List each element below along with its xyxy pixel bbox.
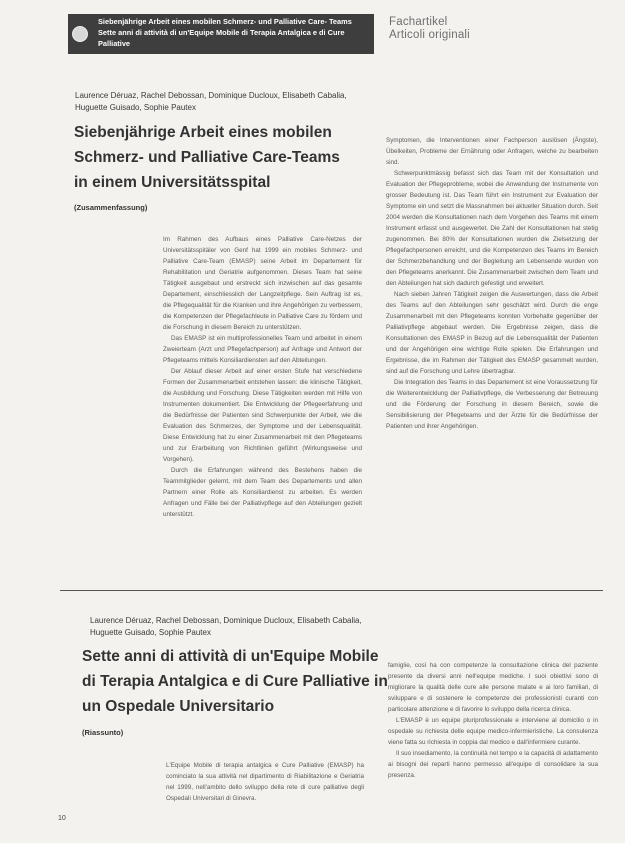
running-header-text: [98, 16, 368, 49]
paragraph: L'Equipe Mobile di terapia antalgica e Cure Palliative (EMASP) ha cominciato la sua attività nel dipartimento di Riabilitazione e Geriatria nel 1999, nell'ambito dello sviluppo della rete di cure palliative degli Ospedali Universitari di Ginevra.: [166, 762, 364, 802]
section-label-it: Articoli originali: [389, 29, 470, 41]
paragraph: Durch die Erfahrungen während des Bestehens haben die Teammitglieder gelernt, mit dem Team des Departements und allen Partnern einer Rolle als Konsiliardienst zu arbeiten. Es werden Anfragen und Fälle bei der Palliativpflege auf den Abteilungen gezielt unterstützt.: [163, 467, 362, 518]
running-header-line: Siebenjährige Arbeit eines mobilen Schmerz- und Palliative Care- Teams: [98, 17, 352, 26]
title-line: Sette anni di attività di un'Equipe Mobile: [82, 648, 379, 665]
paragraph: Nach sieben Jahren Tätigkeit zeigen die Auswertungen, dass die Arbeit des Teams auf den Abteilungen sehr geschätzt wird. Durch die enge Zusammenarbeit mit den Pflegeteams konnten Vorbehalte gegenüber der Palliativpflege abgebaut werden. Die Ergebnisse zeigen, dass die Konsultationen des EMASP in Bezug auf die Lebensqualität der Patienten und der Angehörigen eine wichtige Rolle spielen. Die Erfahrungen und Ergebnisse, die im Rahmen der Tätigkeit des EMASP gesammelt wurden, sind auf die Forschung und Lehre übertragbar.: [386, 291, 598, 375]
paragraph: famiglie, così ha con competenze la consultazione clinica del paziente presente da diversi anni nell'equipe mediche. I suoi obiettivi sono di migliorare la qualità delle cure alle persone malate e ai loro familiari, di sviluppare e di sostenere le competenze dei professionisti curanti con particolare attenzione e di favorire lo sviluppo della ricerca clinica.: [388, 662, 598, 713]
german-column-1: [163, 234, 362, 574]
italian-abstract-label: (Riassunto): [82, 728, 124, 737]
author-line: Laurence Déruaz, Rachel Debossan, Dominique Ducloux, Elisabeth Cabalia,: [75, 91, 347, 100]
german-authors: [75, 90, 375, 114]
section-label-de: Fachartikel: [389, 16, 448, 28]
title-line: un Ospedale Universitario: [82, 698, 275, 715]
paragraph: Schwerpunktmässig befasst sich das Team mit der Konsultation und Evaluation der Pflegeprobleme, wobei die Anwendung der Instrumente von grosser Bedeutung ist. Das Team führt ein Instrument zur Evaluation der Symptome ein und setzt die Massnahmen bei aktueller Situation durch. Seit 2004 werden die Konsultationen nach dem Vorgehen des Teams mit einem Instrument erfasst und ausgewertet. Die Zahl der Konsultationen hat stetig zugenommen. Bei 80% der Konsultationen wurden die Zielsetzung der Pflegefachpersonen erreicht, und die Kompetenzen des Teams im Bereich der Schmerzbehandlung und der Begleitung am Lebensende wurden von den Pflegeteams anerkannt. Die Zusammenarbeit zwischen dem Team und den Abteilungen hat sich dadurch gefestigt und erweitert.: [386, 170, 598, 287]
section-label: [389, 16, 559, 42]
article-divider: [60, 590, 603, 591]
german-title: [74, 120, 374, 195]
italian-column-2: [388, 660, 598, 838]
running-header: [68, 14, 374, 54]
german-abstract-label: (Zusammenfassung): [74, 203, 148, 212]
paragraph: Symptomen, die Interventionen einer Fachperson auslösen (Ängste), Übelkeiten, Probleme der Ernährung oder Anfragen, welche zu bearbeiten sind.: [386, 137, 598, 166]
page-number: 10: [58, 815, 66, 822]
german-column-2: [386, 135, 598, 575]
running-header-line: Palliative: [98, 39, 131, 48]
header-bullet-icon: [72, 26, 88, 42]
paragraph: L'EMASP è un equipe pluriprofessionale e interviene al domicilio o in ospedale su richiesta delle equipe medico-infermieristiche. La consulenza viene fatta su richiesta in coppia dal medico e dall'infermiere curante.: [388, 717, 598, 746]
paragraph: Der Ablauf dieser Arbeit auf einer ersten Stufe hat verschiedene Formen der Zusammenarbeit entstehen lassen: die klinische Tätigkeit, die Ausbildung und Forschung. Diese Tätigkeiten werden mit Hilfe von Instrumenten dokumentiert. Die Entwicklung der Pflegeerfahrung und die Bedürfnisse der Patienten sind Schwerpunkte der Arbeit, wie die Evaluation des Schmerzes, der Symptome und der Lebensqualität. Diese Entwicklung hat zu einer Zusammenarbeit mit den Pflegeteams und zur Erarbeitung von Richtlinien geführt (Wirkungsweise und Vorgehen).: [163, 368, 362, 463]
paragraph: Das EMASP ist ein multiprofessionelles Team und arbeitet in einem Zweierteam (Arzt und Pflegefachperson) auf Anfrage und Antwort der Pflegeteams mittels Konsiliardiensten auf den Abteilungen.: [163, 335, 362, 364]
author-line: Laurence Déruaz, Rachel Debossan, Dominique Ducloux, Elisabeth Cabalia,: [90, 616, 362, 625]
paragraph: Im Rahmen des Aufbaus eines Palliative Care-Netzes der Universitätsspitäler von Genf hat 1999 ein mobiles Schmerz- und Palliative Care-Team (EMASP) seine Arbeit im Departement für Rehabilitation und Geriatrie aufgenommen. Dieses Team hat seine Tätigkeit ausgebaut und erstreckt sich inzwischen auf das gesamte Departement, einschliesslich der Langzeitpflege. Sein Auftrag ist es, die Pflegequalität für die Kranken und ihre Angehörigen zu verbessern, die Kompetenzen der Pflegefachleute in Palliative Care zu fördern und die Forschung in diesem Bereich zu unterstützen.: [163, 236, 362, 331]
italian-title: [82, 644, 392, 719]
paragraph: Il suo insediamento, la continuità nel tempo e la capacità di adattamento ai bisogni dei reparti hanno permesso all'equipe di consolidare la sua presenza.: [388, 750, 598, 779]
author-line: Huguette Guisado, Sophie Pautex: [75, 103, 196, 112]
author-line: Huguette Guisado, Sophie Pautex: [90, 628, 211, 637]
title-line: Schmerz- und Palliative Care-Teams: [74, 149, 340, 166]
title-line: di Terapia Antalgica e di Cure Palliative in: [82, 673, 388, 690]
running-header-line: Sette anni di attività di un'Equipe Mobile di Terapia Antalgica e di Cure: [98, 28, 345, 37]
title-line: in einem Universitätsspital: [74, 174, 271, 191]
title-line: Siebenjährige Arbeit eines mobilen: [74, 124, 332, 141]
italian-column-1: [166, 760, 364, 822]
paragraph: Die Integration des Teams in das Departement ist eine Voraussetzung für die Weiterentwicklung der Palliativpflege, die Verbesserung der Betreuung und die Förderung der Forschung in diesem Bereich, sowie die Sensibilisierung der Pflegeteams und der Ärzte für die Bedürfnisse der Patienten und ihrer Angehörigen.: [386, 379, 598, 430]
italian-authors: [90, 615, 390, 639]
